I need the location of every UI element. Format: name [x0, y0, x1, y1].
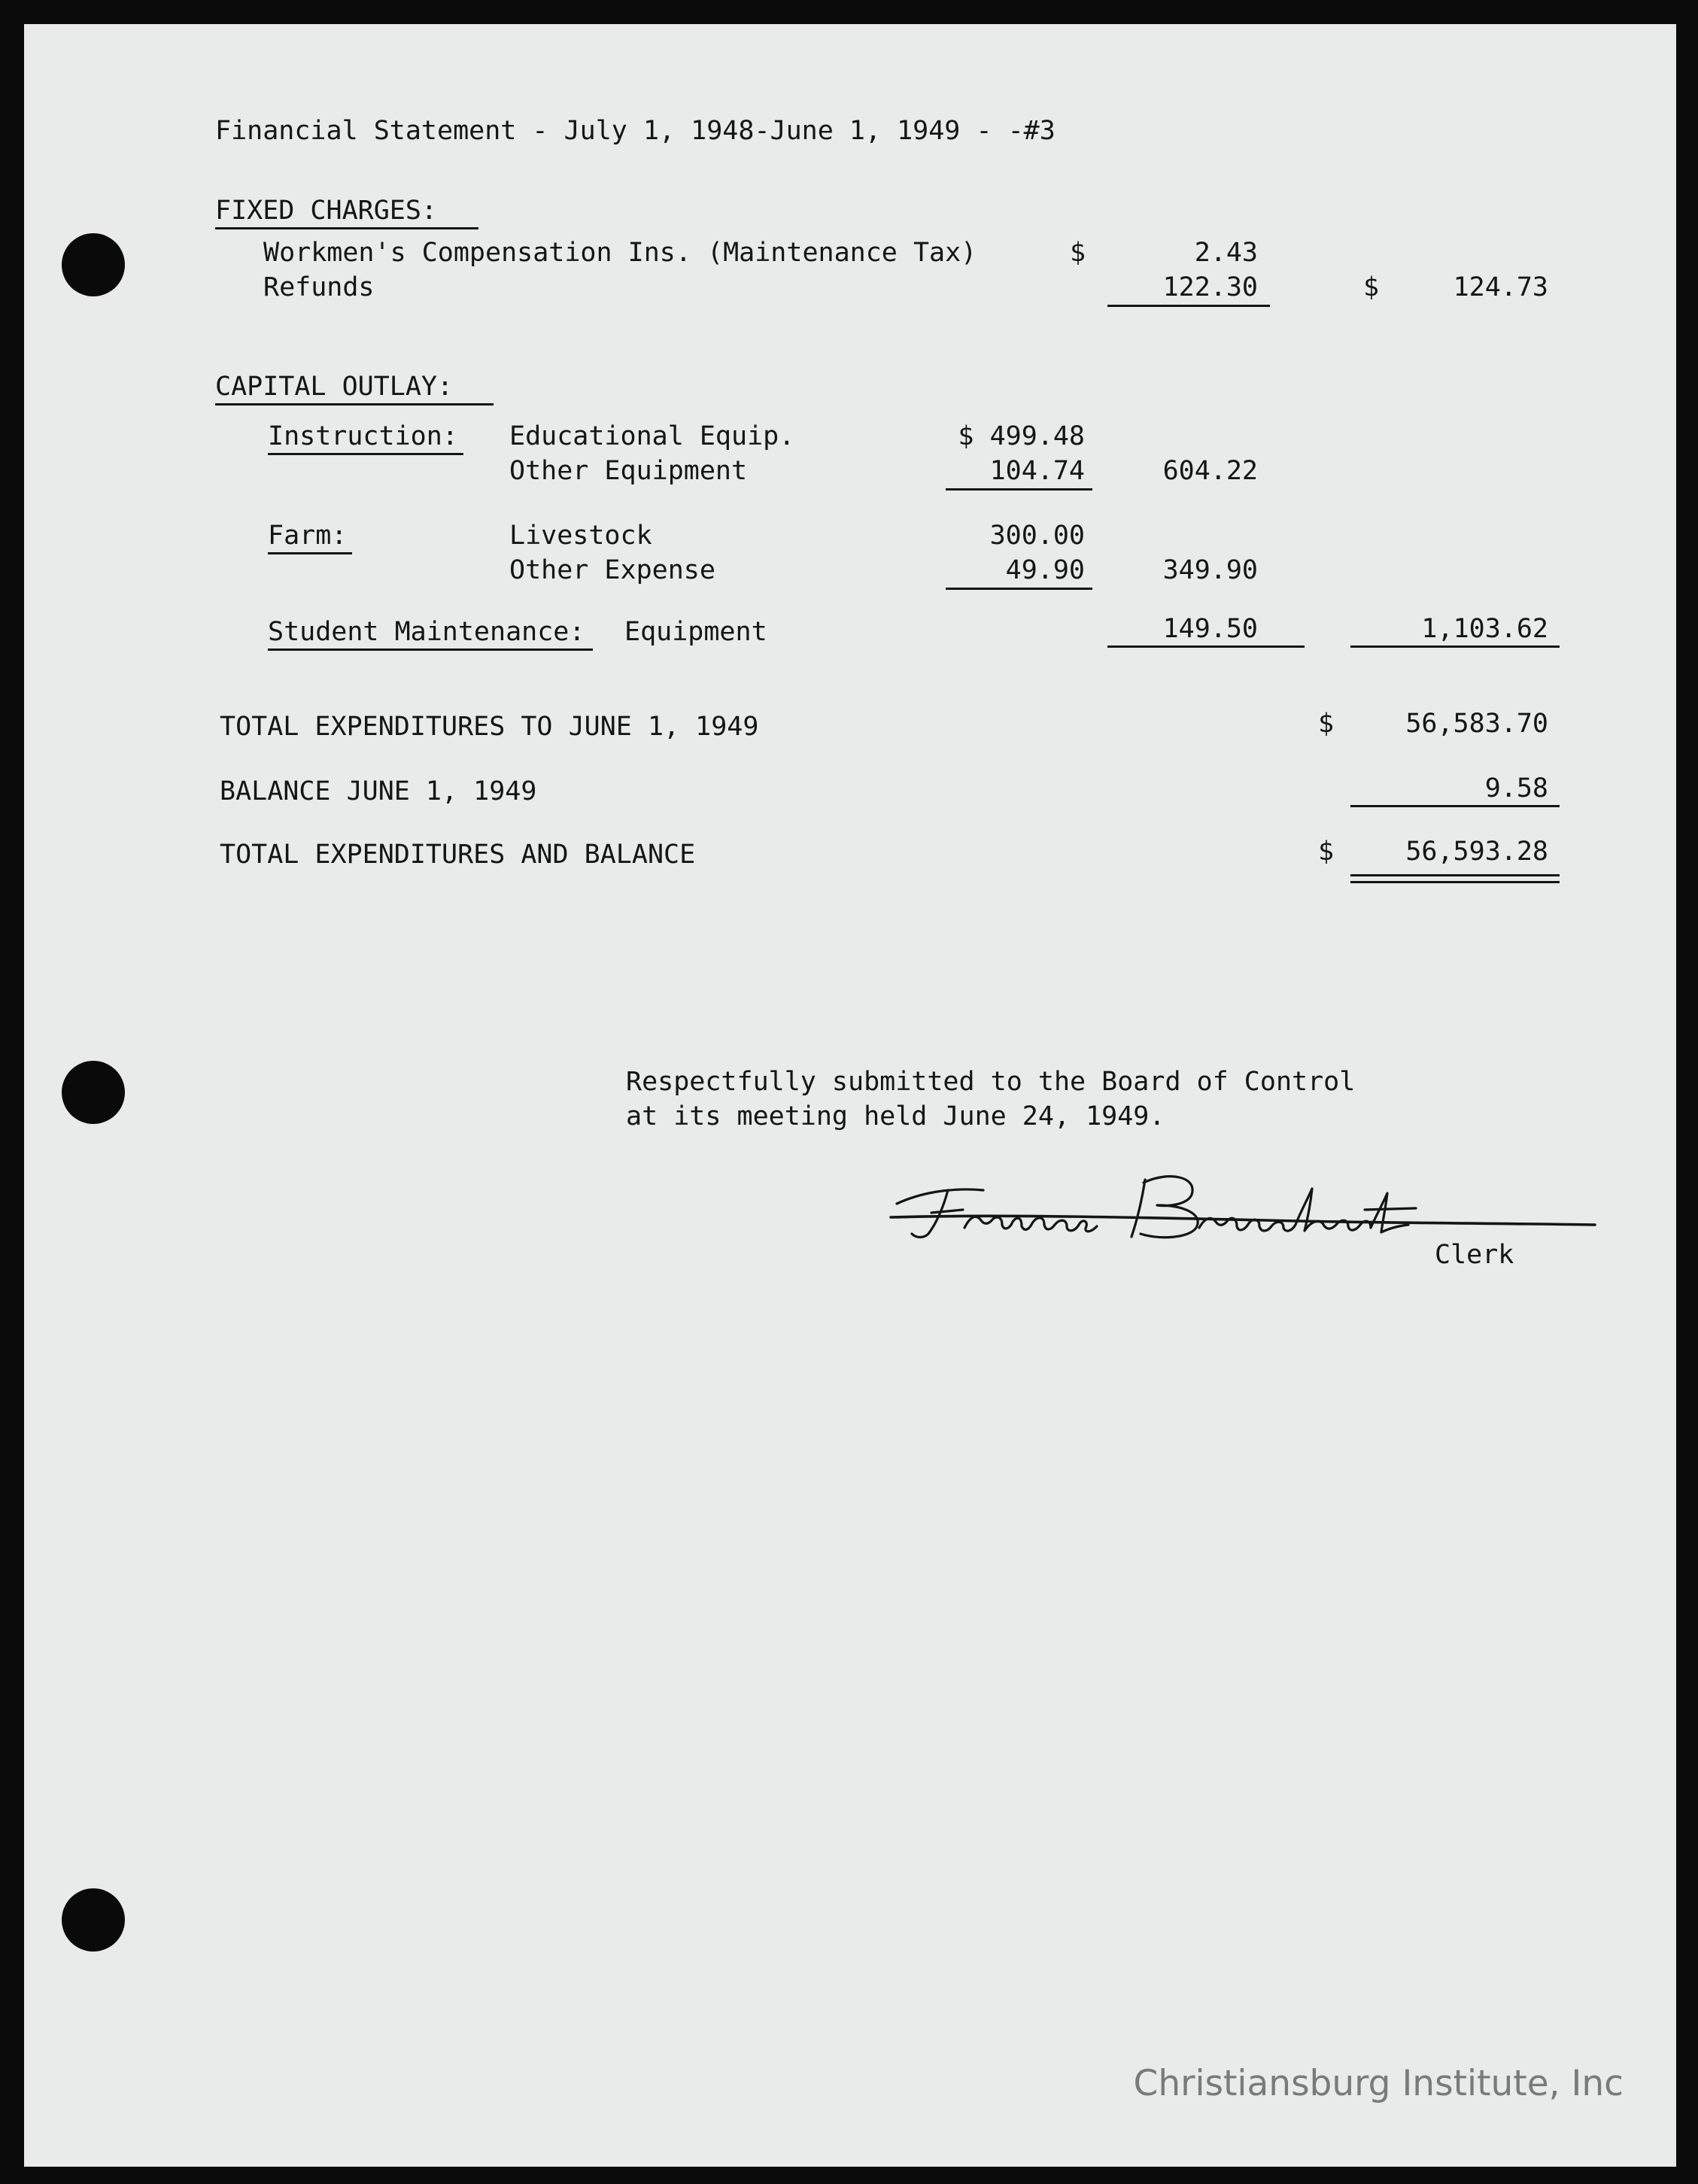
- other-equipment-label: Other Equipment: [509, 456, 748, 486]
- educational-equip-amount: $ 499.48: [958, 421, 1085, 451]
- refunds-underline: [1107, 305, 1270, 307]
- livestock-amount: 300.00: [989, 521, 1085, 551]
- fixed-charges-heading: FIXED CHARGES:: [215, 196, 438, 226]
- other-expense-amount: 49.90: [1005, 555, 1085, 585]
- handwritten-signature: [889, 1160, 1596, 1250]
- total-expenditures-label: TOTAL EXPENDITURES TO JUNE 1, 1949: [220, 712, 759, 742]
- farm-label-underline: [268, 552, 352, 554]
- fixed-charges-total-dollar: $: [1363, 272, 1380, 302]
- educational-equip-label: Educational Equip.: [509, 421, 795, 451]
- grand-total-amount: 56,593.28: [1405, 837, 1548, 867]
- balance-amount: 9.58: [1484, 773, 1548, 803]
- punch-hole-bottom: [62, 1888, 125, 1952]
- farm-label: Farm:: [268, 521, 348, 551]
- signature-title: Clerk: [1435, 1240, 1514, 1270]
- document-page: [24, 24, 1676, 2167]
- capital-outlay-total-underline: [1350, 645, 1560, 648]
- statement-title: Financial Statement - July 1, 1948-June 1, 1949 - -#3: [215, 116, 1056, 146]
- workmens-compensation-amount: 2.43: [1194, 238, 1258, 268]
- other-equipment-underline: [946, 488, 1092, 491]
- fixed-charges-heading-underline: [215, 227, 478, 229]
- instruction-label: Instruction:: [268, 421, 458, 451]
- student-maintenance-label: Student Maintenance:: [268, 617, 585, 647]
- balance-label: BALANCE JUNE 1, 1949: [220, 776, 537, 806]
- refunds-amount: 122.30: [1162, 272, 1258, 302]
- student-maintenance-equipment-label: Equipment: [624, 617, 767, 647]
- refunds-label: Refunds: [263, 272, 375, 302]
- student-maintenance-amount: 149.50: [1162, 614, 1258, 644]
- total-expenditures-amount: 56,583.70: [1405, 709, 1548, 739]
- grand-total-double-underline: [1350, 874, 1560, 883]
- punch-hole-middle: [62, 1061, 125, 1124]
- grand-total-label: TOTAL EXPENDITURES AND BALANCE: [220, 840, 696, 870]
- farm-subtotal: 349.90: [1162, 555, 1258, 585]
- watermark: Christiansburg Institute, Inc: [1133, 2063, 1624, 2104]
- other-equipment-amount: 104.74: [989, 456, 1085, 486]
- student-maintenance-label-underline: [268, 649, 593, 651]
- punch-hole-top: [62, 233, 125, 296]
- instruction-label-underline: [268, 453, 463, 455]
- capital-outlay-total: 1,103.62: [1421, 614, 1548, 644]
- grand-total-dollar: $: [1318, 837, 1335, 867]
- capital-outlay-heading: CAPITAL OUTLAY:: [215, 372, 454, 402]
- workmens-compensation-label: Workmen's Compensation Ins. (Maintenance Tax): [263, 238, 977, 268]
- total-expenditures-dollar: $: [1318, 709, 1335, 739]
- livestock-label: Livestock: [509, 521, 652, 551]
- submission-line-2: at its meeting held June 24, 1949.: [626, 1101, 1165, 1131]
- capital-outlay-heading-underline: [215, 403, 494, 406]
- workmens-dollar-sign: $: [1070, 238, 1086, 268]
- instruction-subtotal: 604.22: [1162, 456, 1258, 486]
- other-expense-underline: [946, 588, 1092, 590]
- submission-line-1: Respectfully submitted to the Board of Control: [626, 1067, 1356, 1097]
- fixed-charges-total: 124.73: [1453, 272, 1548, 302]
- balance-underline: [1350, 805, 1560, 807]
- other-expense-label: Other Expense: [509, 555, 715, 585]
- student-maintenance-underline: [1107, 645, 1305, 648]
